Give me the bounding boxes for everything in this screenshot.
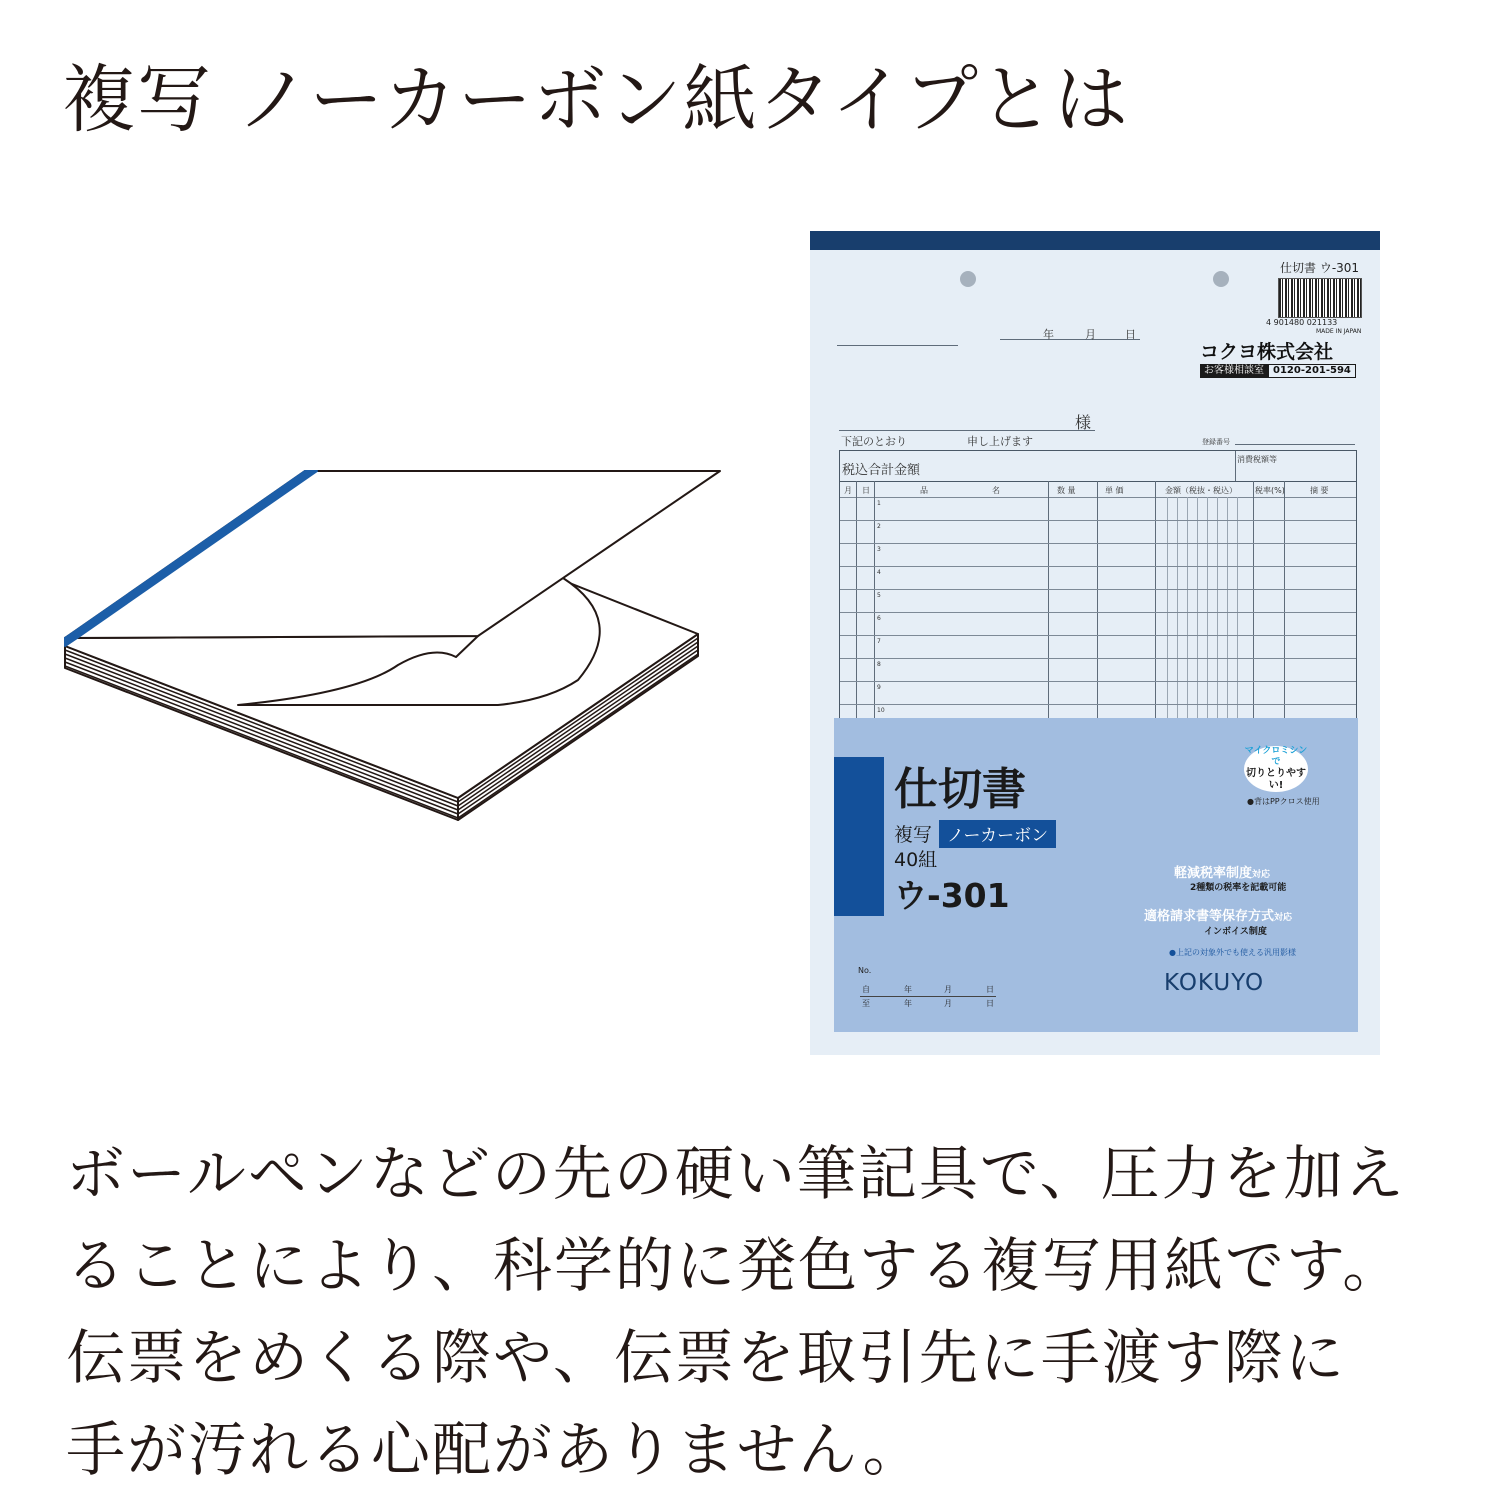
date-day-label: 日 [1125, 328, 1136, 341]
feature-reduced-tax-suffix: 対応 [1252, 870, 1271, 880]
table-divider [1207, 497, 1208, 721]
cover-from-month: 月 [944, 985, 952, 994]
feature-reduced-tax [1174, 862, 1270, 881]
table-divider [1284, 481, 1285, 721]
addressee-line [839, 430, 1095, 431]
cover-to-month: 月 [944, 999, 952, 1008]
no-carbon-tag: ノーカーボン [939, 820, 1056, 848]
micro-perforation-badge [1244, 746, 1308, 792]
cover-to-year: 年 [904, 999, 912, 1008]
column-item-a: 品 [920, 486, 928, 495]
support-phone: 0120-201-594 [1268, 364, 1356, 378]
description-line: 伝票をめくる際や、伝票を取引先に手渡す際に [66, 1323, 1346, 1392]
table-divider [1197, 497, 1198, 721]
barcode-icon [1278, 278, 1362, 318]
table-row-line [840, 543, 1356, 544]
page-heading: 複写 ノーカーボン紙タイプとは [62, 57, 1130, 143]
cover-copy-type: 複写 [894, 824, 933, 846]
row-number: 5 [877, 592, 881, 599]
table-row-line [840, 589, 1356, 590]
cover-no-label: No. [858, 966, 872, 975]
feature-reduced-tax-sub: 2種類の税率を記載可能 [1190, 883, 1287, 893]
invoice-table [839, 450, 1357, 722]
table-row-line [840, 704, 1356, 705]
table-divider [874, 481, 875, 721]
table-divider [1253, 481, 1254, 721]
form-code-label: 仕切書 ウ-301 [1280, 261, 1360, 275]
badge-line-1: マイクロミシンで [1244, 746, 1308, 767]
date-line [1000, 339, 1140, 340]
cover-title: 仕切書 [894, 764, 1026, 815]
row-number: 2 [877, 523, 881, 530]
feature-invoice-sub: インボイス制度 [1204, 927, 1267, 937]
feature-reduced-tax-label: 軽減税率制度 [1174, 866, 1253, 881]
column-qty: 数 量 [1057, 486, 1076, 495]
recipient-line [837, 345, 958, 346]
table-divider [1237, 497, 1238, 721]
cover-to-day: 日 [986, 999, 994, 1008]
column-unit: 単 価 [1105, 486, 1124, 495]
badge-line-2: 切りとりやすい! [1246, 768, 1306, 791]
table-row-line [840, 566, 1356, 567]
support-label: お客様相談室 [1200, 364, 1268, 378]
cover-line [860, 996, 996, 997]
made-in-label: MADE IN JAPAN [1316, 328, 1362, 335]
date-month-label: 月 [1085, 328, 1096, 341]
row-number: 4 [877, 569, 881, 576]
column-month: 月 [844, 486, 852, 495]
table-row-line [840, 681, 1356, 682]
barcode-number: 4 901480 021133 [1266, 318, 1338, 327]
registration-line [1235, 444, 1355, 445]
column-amount: 金額（税抜・税込） [1165, 486, 1237, 495]
table-divider [1177, 497, 1178, 721]
table-row-line [840, 612, 1356, 613]
date-year-label: 年 [1043, 328, 1054, 341]
punch-hole [960, 271, 976, 287]
description-text [66, 1128, 1466, 1496]
column-note: 摘 要 [1310, 486, 1329, 495]
cover-from-year: 年 [904, 985, 912, 994]
honorific-label: 様 [1075, 413, 1092, 432]
cover-to-label: 至 [862, 999, 870, 1008]
table-row-line [840, 658, 1356, 659]
cover-accent-bar [834, 757, 884, 916]
greeting-right: 申し上げます [967, 435, 1033, 448]
row-number: 10 [877, 707, 885, 714]
table-divider [1048, 481, 1049, 721]
general-use-note: ●上記の対象外でも使える汎用影様 [1169, 948, 1296, 957]
feature-invoice-label: 適格請求書等保存方式 [1144, 909, 1275, 924]
row-number: 7 [877, 638, 881, 645]
row-number: 1 [877, 500, 881, 507]
booklet-top-band [810, 231, 1380, 250]
table-divider [856, 481, 857, 721]
table-row-line [840, 635, 1356, 636]
row-number: 9 [877, 684, 881, 691]
table-divider [1235, 451, 1236, 481]
support-contact [1200, 364, 1356, 378]
table-divider [1097, 481, 1098, 721]
table-divider [1227, 497, 1228, 721]
booklet-cover [834, 718, 1358, 1032]
punch-hole [1213, 271, 1229, 287]
cover-from-day: 日 [986, 985, 994, 994]
total-label: 税込合計金額 [842, 463, 921, 478]
description-line: 手が汚れる心配がありません。 [66, 1415, 924, 1484]
registration-label: 登録番号 [1202, 438, 1230, 446]
description-line: ボールペンなどの先の硬い筆記具で、圧力を加え [66, 1139, 1406, 1208]
carbonless-paper-stack-illustration [58, 460, 738, 840]
table-divider [1155, 481, 1156, 721]
table-row-line [840, 520, 1356, 521]
pp-cloth-note: ●背はPPクロス使用 [1247, 797, 1320, 806]
column-item-b: 名 [992, 486, 1000, 495]
column-rate: 税率(%) [1255, 486, 1285, 495]
row-number: 8 [877, 661, 881, 668]
greeting-left: 下記のとおり [841, 435, 907, 448]
cover-from-label: 自 [862, 985, 870, 994]
table-divider [1187, 497, 1188, 721]
table-divider [840, 481, 1356, 482]
column-day: 日 [862, 486, 870, 495]
feature-invoice [1144, 905, 1292, 924]
company-name: コクヨ株式会社 [1200, 341, 1334, 363]
table-divider [840, 497, 1356, 498]
row-number: 3 [877, 546, 881, 553]
tax-label: 消費税額等 [1237, 455, 1277, 464]
row-number: 6 [877, 615, 881, 622]
feature-invoice-suffix: 対応 [1274, 913, 1293, 923]
table-divider [1217, 497, 1218, 721]
table-divider [1167, 497, 1168, 721]
cover-model-number: ウ-301 [894, 876, 1010, 915]
description-line: ることにより、科学的に発色する複写用紙です。 [66, 1231, 1404, 1300]
form-booklet [810, 231, 1380, 1055]
kokuyo-logo: KOKUYO [1164, 970, 1265, 996]
cover-set-count: 40組 [894, 849, 938, 871]
